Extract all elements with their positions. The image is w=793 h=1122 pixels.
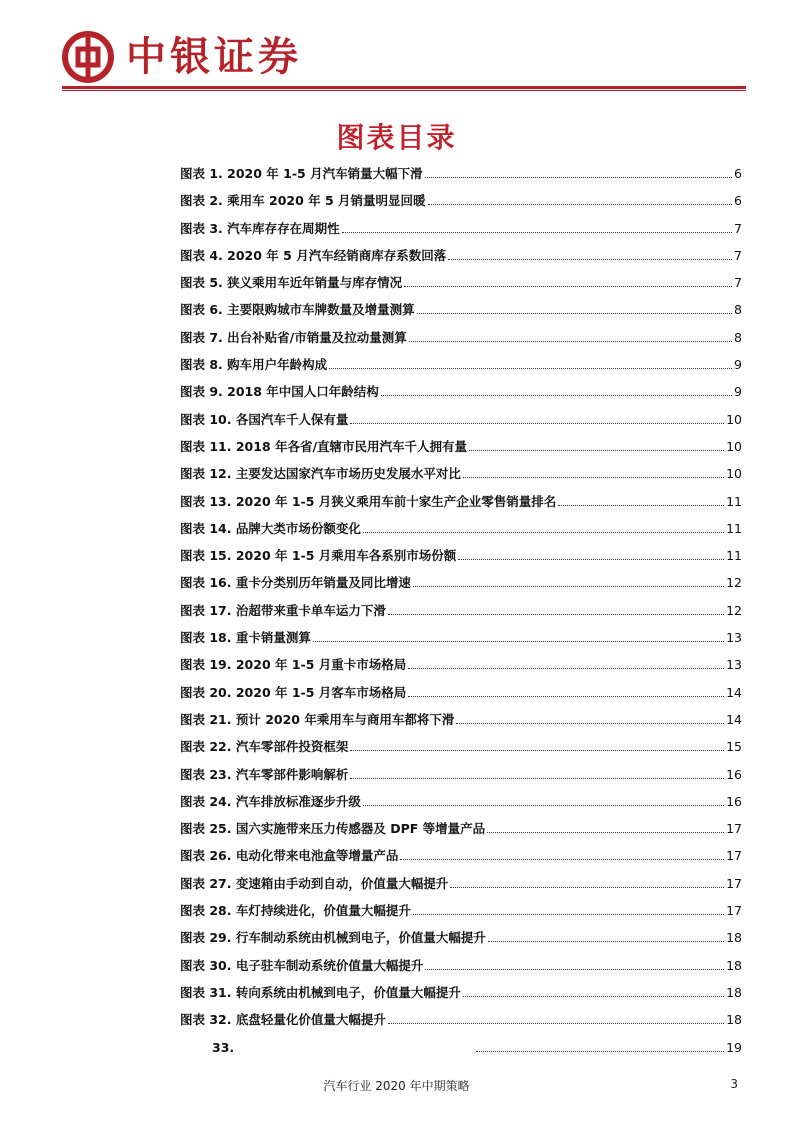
toc-entry[interactable] <box>180 460 742 487</box>
toc-entry-page: 6 <box>734 166 742 181</box>
toc-entry-page: 10 <box>726 438 742 454</box>
toc-entry-label: 图表 18. 重卡销量测算 <box>180 630 311 646</box>
toc-entry-label: 图表 5. 狭义乘用车近年销量与库存情况 <box>180 275 403 291</box>
toc-entry-page: 18 <box>726 984 742 1000</box>
toc-entry-page: 12 <box>726 602 742 618</box>
toc-entry-label: 图表 32. 底盘轻量化价值量大幅提升 <box>180 1012 386 1028</box>
toc-entry[interactable] <box>180 378 742 405</box>
toc-entry[interactable] <box>180 597 742 624</box>
toc-entry-label: 图表 21. 预计 2020 年乘用车与商用车都将下滑 <box>180 711 455 727</box>
toc-dot-leader <box>425 968 724 970</box>
page-number: 3 <box>730 1077 738 1091</box>
toc-entry-page: 18 <box>726 930 742 946</box>
toc-entry-page: 8 <box>734 302 742 318</box>
table-of-figures <box>180 160 742 1061</box>
toc-entry-page: 6 <box>734 193 742 209</box>
toc-entry[interactable] <box>180 706 742 733</box>
toc-entry[interactable] <box>180 679 742 706</box>
toc-entry-page: 17 <box>726 875 742 891</box>
header-divider <box>62 86 746 89</box>
toc-entry[interactable] <box>180 1034 742 1061</box>
toc-entry[interactable] <box>180 1006 742 1033</box>
toc-dot-leader <box>463 476 724 478</box>
toc-entry-page: 18 <box>726 957 742 973</box>
toc-entry-page: 7 <box>734 275 742 291</box>
toc-entry-label: 图表 4. 2020 年 5 月汽车经销商库存系数回落 <box>180 247 447 263</box>
toc-dot-leader <box>350 777 724 779</box>
toc-entry-page: 11 <box>726 548 742 564</box>
toc-entry-page: 11 <box>726 520 742 536</box>
toc-dot-leader <box>413 913 724 915</box>
toc-dot-leader <box>400 858 724 860</box>
toc-entry-page: 16 <box>726 793 742 809</box>
toc-entry-label: 图表 3. 汽车库存存在周期性 <box>180 220 340 236</box>
toc-dot-leader <box>558 504 724 506</box>
footer-text: 汽车行业 2020 年中期策略 <box>323 1079 470 1093</box>
toc-entry[interactable] <box>180 269 742 296</box>
toc-entry[interactable] <box>180 651 742 678</box>
toc-entry-page: 13 <box>726 657 742 673</box>
brand-name: 中银证券 <box>126 33 302 80</box>
toc-entry-label: 图表 23. 汽车零部件影响解析 <box>180 766 349 782</box>
toc-entry[interactable] <box>180 515 742 542</box>
toc-entry-page: 19 <box>726 1039 742 1055</box>
toc-entry[interactable] <box>180 815 742 842</box>
toc-entry-label: 图表 11. 2018 年各省/直辖市民用汽车千人拥有量 <box>180 438 468 454</box>
toc-entry-page: 8 <box>734 329 742 345</box>
toc-entry-label: 图表 9. 2018 年中国人口年龄结构 <box>180 384 379 400</box>
toc-dot-leader <box>350 749 724 751</box>
toc-dot-leader <box>363 531 724 533</box>
toc-entry-label: 图表 7. 出台补贴省/市销量及拉动量测算 <box>180 329 407 345</box>
page-header <box>0 0 793 100</box>
toc-dot-leader <box>313 640 724 642</box>
toc-entry-label: 图表 19. 2020 年 1-5 月重卡市场格局 <box>180 657 407 673</box>
toc-entry-label: 图表 25. 国六实施带来压力传感器及 DPF 等增量产品 <box>180 821 486 837</box>
toc-entry-label: 图表 8. 购车用户年龄构成 <box>180 357 328 373</box>
toc-entry-label: 图表 27. 变速箱由手动到自动，价值量大幅提升 <box>180 875 449 891</box>
toc-dot-leader <box>413 585 724 587</box>
toc-entry[interactable] <box>180 433 742 460</box>
toc-entry-page: 10 <box>726 411 742 427</box>
toc-entry[interactable] <box>180 160 742 187</box>
toc-entry[interactable] <box>180 761 742 788</box>
toc-dot-leader <box>417 312 732 314</box>
toc-entry-page: 7 <box>734 220 742 236</box>
toc-dot-leader <box>329 367 732 369</box>
toc-entry-page: 9 <box>734 357 742 373</box>
toc-entry[interactable] <box>180 979 742 1006</box>
toc-dot-leader <box>448 258 732 260</box>
toc-entry-label: 图表 16. 重卡分类别历年销量及同比增速 <box>180 575 411 591</box>
toc-dot-leader <box>458 558 724 560</box>
toc-dot-leader <box>456 722 724 724</box>
toc-dot-leader <box>350 422 724 424</box>
toc-entry-label: 图表 20. 2020 年 1-5 月客车市场格局 <box>180 684 407 700</box>
toc-dot-leader <box>469 449 724 451</box>
toc-entry[interactable] <box>180 242 742 269</box>
toc-entry-label: 图表 2. 乘用车 2020 年 5 月销量明显回暖 <box>180 193 426 209</box>
toc-entry[interactable] <box>180 733 742 760</box>
toc-entry[interactable] <box>180 897 742 924</box>
toc-entry-page: 10 <box>726 466 742 482</box>
toc-entry-label: 图表 15. 2020 年 1-5 月乘用车各系别市场份额 <box>180 548 457 564</box>
toc-entry[interactable] <box>180 324 742 351</box>
bank-logo-icon <box>62 31 114 83</box>
toc-entry-label: 图表 24. 汽车排放标准逐步升级 <box>180 793 361 809</box>
toc-entry-label: 图表 13. 2020 年 1-5 月狭义乘用车前十家生产企业零售销量排名 <box>180 493 557 509</box>
toc-entry[interactable] <box>180 351 742 378</box>
toc-dot-leader <box>388 1022 724 1024</box>
toc-entry-label: 图表 6. 主要限购城市车牌数量及增量测算 <box>180 302 415 318</box>
toc-dot-leader <box>463 995 724 997</box>
toc-entry-label: 33. <box>212 1039 235 1055</box>
toc-entry[interactable] <box>180 187 742 214</box>
toc-entry-page: 9 <box>734 384 742 400</box>
toc-dot-leader <box>476 1050 724 1052</box>
toc-dot-leader <box>425 176 732 178</box>
toc-entry-label: 图表 14. 品牌大类市场份额变化 <box>180 520 361 536</box>
toc-entry-page: 12 <box>726 575 742 591</box>
toc-entry[interactable] <box>180 870 742 897</box>
toc-dot-leader <box>388 613 724 615</box>
toc-entry-page: 11 <box>726 493 742 509</box>
toc-dot-leader <box>408 695 724 697</box>
toc-entry-page: 13 <box>726 630 742 646</box>
toc-dot-leader <box>404 285 732 287</box>
toc-entry-page: 14 <box>726 684 742 700</box>
toc-entry[interactable] <box>180 542 742 569</box>
toc-entry-label: 图表 22. 汽车零部件投资框架 <box>180 739 349 755</box>
toc-entry[interactable] <box>180 215 742 242</box>
toc-dot-leader <box>342 231 732 233</box>
toc-entry-label: 图表 29. 行车制动系统由机械到电子，价值量大幅提升 <box>180 930 486 946</box>
toc-entry[interactable] <box>180 488 742 515</box>
toc-entry-label: 图表 26. 电动化带来电池盒等增量产品 <box>180 848 399 864</box>
header-divider-thin <box>62 90 746 91</box>
toc-entry[interactable] <box>180 569 742 596</box>
toc-entry-label: 图表 1. 2020 年 1-5 月汽车销量大幅下滑 <box>180 166 423 181</box>
toc-dot-leader <box>381 394 732 396</box>
toc-entry-page: 16 <box>726 766 742 782</box>
toc-entry[interactable] <box>180 952 742 979</box>
toc-entry-label: 图表 10. 各国汽车千人保有量 <box>180 411 349 427</box>
toc-entry-page: 18 <box>726 1012 742 1028</box>
toc-entry-label: 图表 28. 车灯持续进化，价值量大幅提升 <box>180 903 411 919</box>
toc-entry-label: 图表 12. 主要发达国家汽车市场历史发展水平对比 <box>180 466 461 482</box>
toc-dot-leader <box>450 886 724 888</box>
toc-dot-leader <box>363 804 724 806</box>
toc-entry[interactable] <box>180 296 742 323</box>
toc-entry-page: 7 <box>734 247 742 263</box>
toc-entry[interactable] <box>180 924 742 951</box>
toc-entry-label: 图表 17. 治超带来重卡单车运力下滑 <box>180 602 386 618</box>
toc-entry[interactable] <box>180 788 742 815</box>
toc-dot-leader <box>488 940 724 942</box>
toc-entry[interactable] <box>180 842 742 869</box>
toc-dot-leader <box>487 831 724 833</box>
toc-entry-label: 图表 30. 电子驻车制动系统价值量大幅提升 <box>180 957 424 973</box>
toc-dot-leader <box>428 203 733 205</box>
toc-entry[interactable] <box>180 406 742 433</box>
toc-entry-label: 图表 31. 转向系统由机械到电子，价值量大幅提升 <box>180 984 461 1000</box>
toc-entry-page: 17 <box>726 903 742 919</box>
toc-dot-leader <box>409 340 732 342</box>
toc-dot-leader <box>408 667 724 669</box>
toc-entry[interactable] <box>180 624 742 651</box>
toc-entry-page: 17 <box>726 821 742 837</box>
toc-entry-page: 17 <box>726 848 742 864</box>
toc-entry-page: 15 <box>726 739 742 755</box>
page-title: 图表目录 <box>336 121 457 154</box>
toc-entry-page: 14 <box>726 711 742 727</box>
